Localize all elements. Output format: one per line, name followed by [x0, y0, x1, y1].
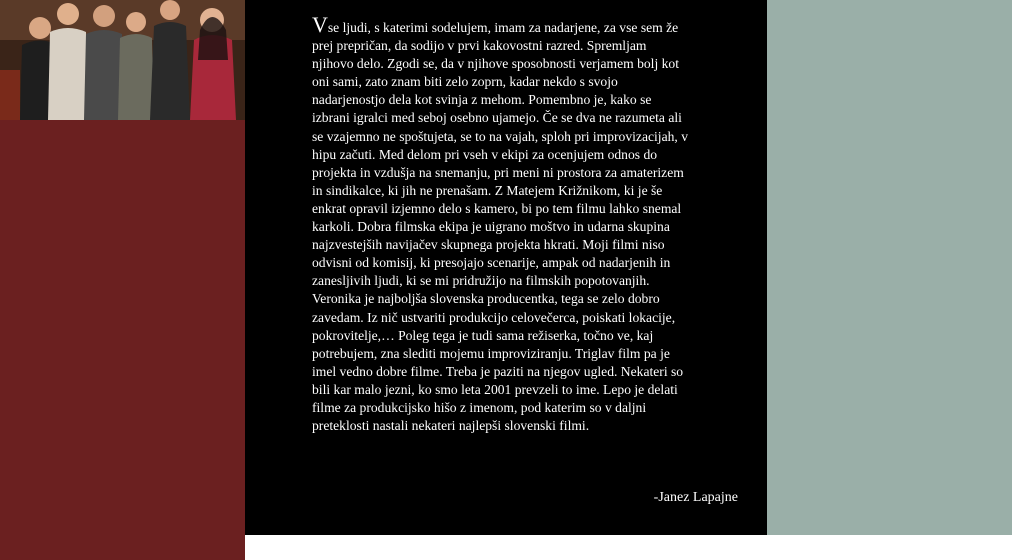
right-column	[767, 0, 1012, 535]
quote-signature: -Janez Lapajne	[653, 490, 738, 505]
left-column	[0, 0, 245, 560]
group-photo-image	[0, 0, 245, 120]
group-photo	[0, 0, 245, 120]
quote-text	[312, 12, 688, 435]
quote-dropcap: V	[312, 12, 328, 37]
quote-body: se ljudi, s katerimi sodelujem, imam za nadarjene, za vse sem že prej prepričan, da sodijo v prvi kakovostni razred. Spremljam njihovo delo. Zgodi se, da v njihove sposobnosti verjamem bolj kot oni sami, zato znam biti zelo zoprn, kadar nekdo s svojo nadarjenostjo dela kot svinja z mehom. Pomembno je, kako se izbrani igralci med seboj osebno ujamejo. Če se dva ne razumeta ali se vzajemno ne spoštujeta, se to na vajah, sploh pri improvizacijah, v hipu začuti. Med delom pri vseh v ekipi za ocenjujem odnos do projekta in vzdušja na snemanju, pri meni ni prostora za amaterizem in sindikalce, ki jih ne prenašam. Z Matejem Križnikom, ki je še enkrat opravil izjemno delo s kamero, bi po tem filmu lahko snemal karkoli. Dobra filmska ekipa je uigrano moštvo in udarna skupina najzvestejših navijačev skupnega projekta hkrati. Moji filmi niso odvisni od komisij, ki presojajo scenarije, ampak od nadarjenih in zanesljivih ljudi, ki se mi pridružijo na filmskih popotovanjih. Veronika je najboljša slovenska producentka, tega se zelo dobro zavedam. Iz nič ustvariti produkcijo celovečerca, poiskati lokacije, pokrovitelje,… Poleg tega je tudi sama režiserka, točno ve, kaj potrebujem, zna slediti mojemu improviziranju. Triglav film pa je imel vedno dobre filme. Treba je paziti na njegov ugled. Nekateri so bili kar malo jezni, ko smo leta 2001 prevzeli to ime. Lepo je delati filme za produkcijsko hišo z imenom, pod katerim so v daljni preteklosti nastali nekateri najlepši slovenski filmi.	[312, 20, 688, 434]
quote-panel	[245, 0, 767, 535]
